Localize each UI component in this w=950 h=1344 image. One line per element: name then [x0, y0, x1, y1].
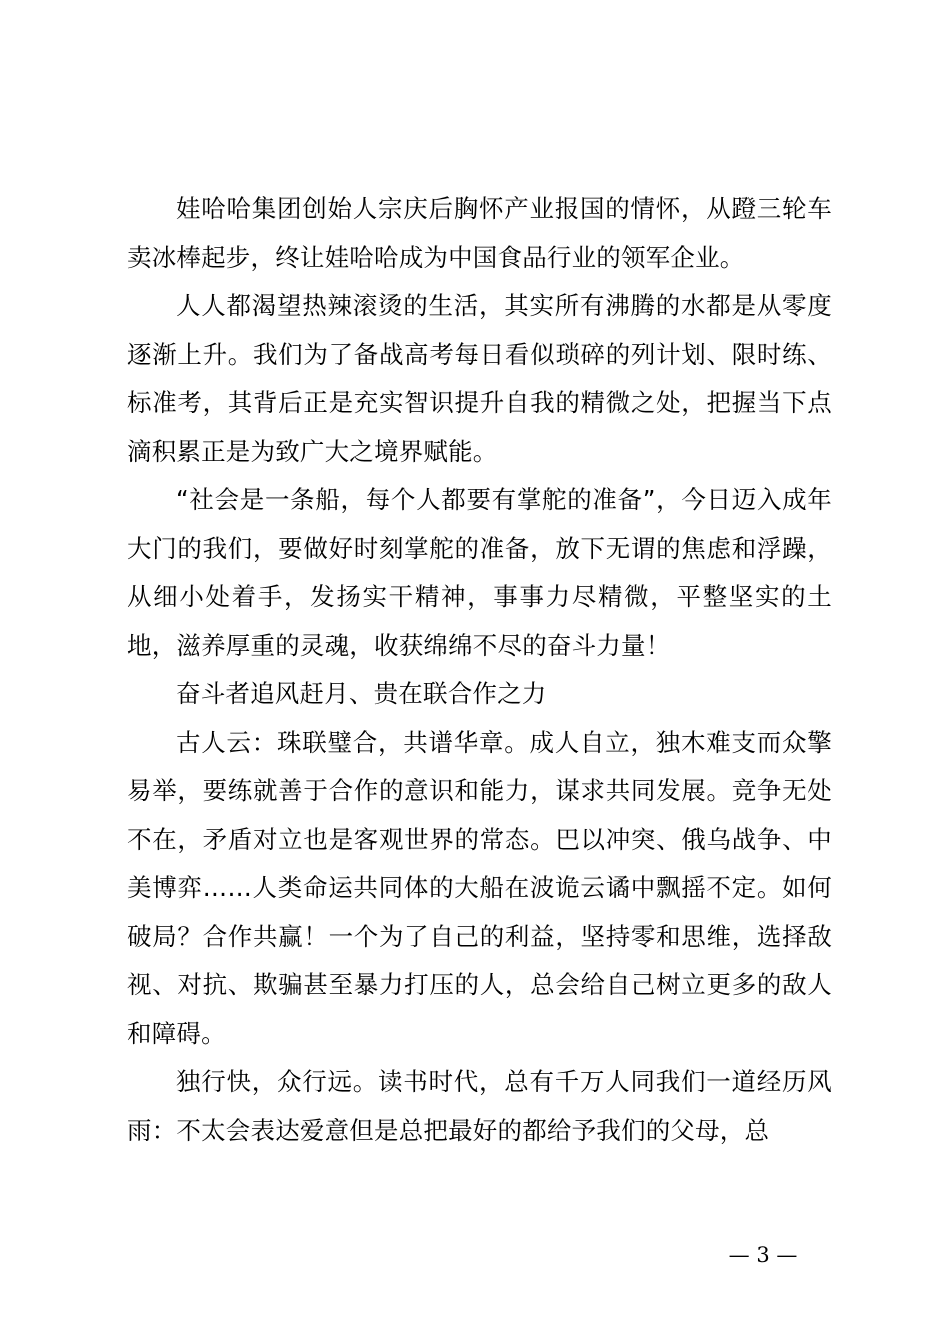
paragraph-3: “社会是一条船，每个人都要有掌舵的准备”，今日迈入成年大门的我们，要做好时刻掌舵的准备，放下无谓的焦虑和浮躁，从细小处着手，发扬实干精神，事事力尽精微，平整坚实的土地，滋养厚重的灵魂，收获绵绵不尽的奋斗力量！ [127, 485, 832, 660]
paragraph-5: 古人云：珠联璧合，共谱华章。成人自立，独木难支而众擎易举，要练就善于合作的意识和能力，谋求共同发展。竞争无处不在，矛盾对立也是客观世界的常态。巴以冲突、俄乌战争、中美博弈……人类命运共同体的大船在波诡云谲中飘摇不定。如何破局？合作共赢！一个为了自己的利益，坚持零和思维，选择敌视、对抗、欺骗甚至暴力打压的人，总会给自己树立更多的敌人和障碍。 [127, 727, 832, 1048]
paragraph-6: 独行快，众行远。读书时代，总有千万人同我们一道经历风雨：不太会表达爱意但是总把最好的都给予我们的父母，总 [127, 1067, 832, 1145]
paragraph-2: 人人都渴望热辣滚烫的生活，其实所有沸腾的水都是从零度逐渐上升。我们为了备战高考每日看似琐碎的列计划、限时练、标准考，其背后正是充实智识提升自我的精微之处，把握当下点滴积累正是为致广大之境界赋能。 [127, 291, 832, 466]
section-heading: 奋斗者追风赶月、贵在联合作之力 [176, 679, 547, 708]
document-body [127, 185, 832, 1155]
page-number: — 3 — [728, 1243, 798, 1267]
paragraph-1: 娃哈哈集团创始人宗庆后胸怀产业报国的情怀，从蹬三轮车卖冰棒起步，终让娃哈哈成为中国食品行业的领军企业。 [127, 194, 832, 272]
